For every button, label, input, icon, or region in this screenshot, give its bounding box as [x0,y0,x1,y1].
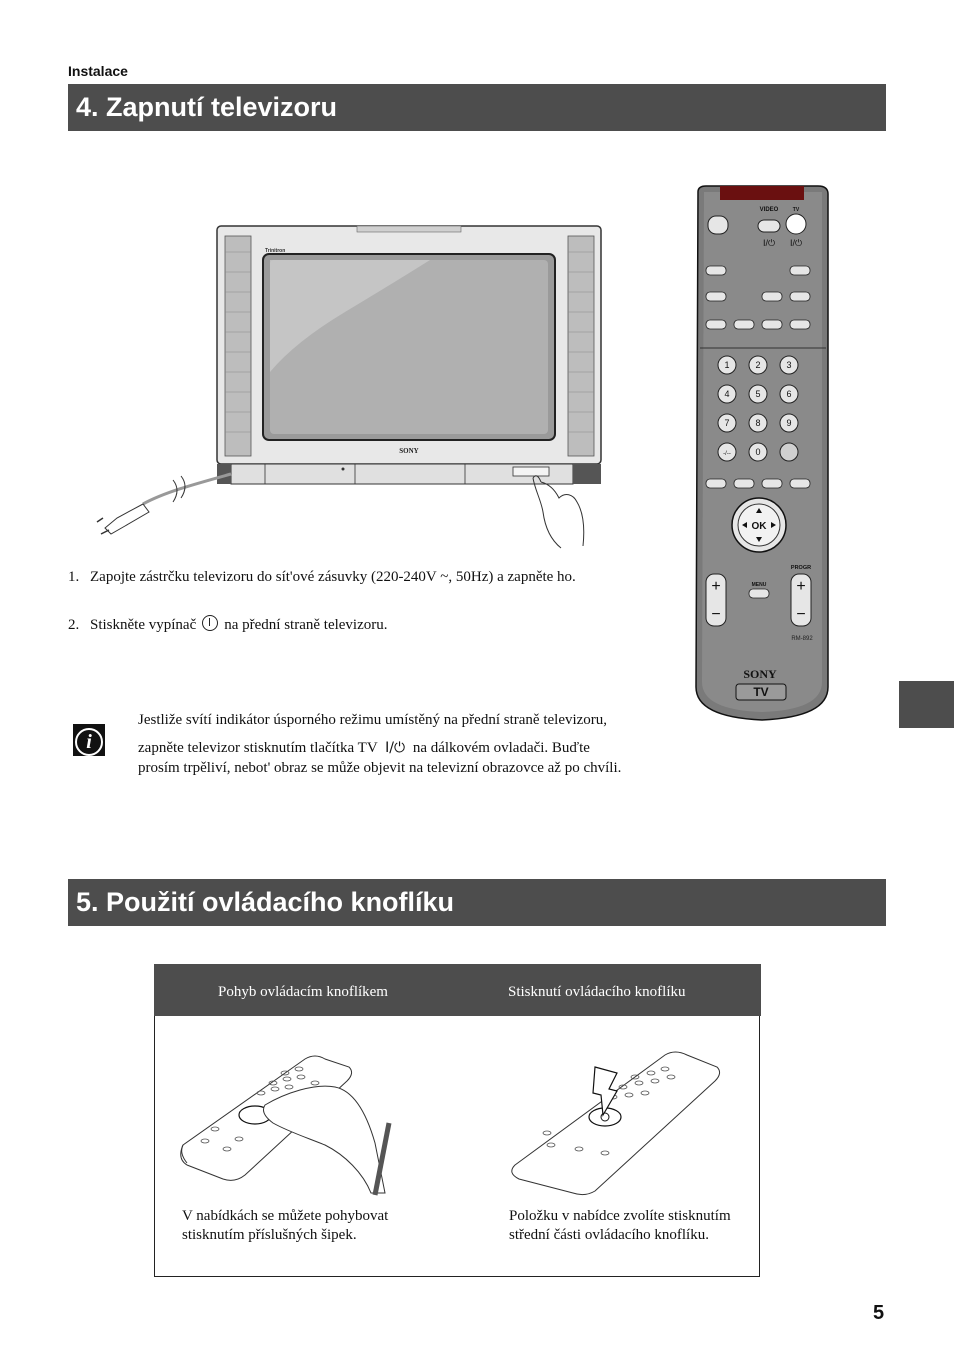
step-2-text-before: Stiskněte vypínač [90,617,197,633]
remote-tv-label: TV [792,207,800,213]
svg-text:SONY: SONY [399,447,419,455]
heading-control-knob: 5. Použití ovládacího knoflíku [68,879,886,926]
page-number: 5 [873,1302,885,1324]
remote-digit-3: 3 [786,360,792,370]
remote-model-label: RM-892 [791,636,813,642]
step-2-number: 2. [68,617,80,633]
tv-illustration [95,222,615,552]
remote-digit-2: 2 [755,360,761,370]
step-2 [68,615,388,634]
note-line-2 [138,740,590,757]
move-description-line-1: V nabídkách se můžete pohybovat [182,1208,389,1224]
step-1-number: 1. [68,569,80,585]
heading-turn-on-tv: 4. Zapnutí televizoru [68,84,886,131]
move-description [182,1207,388,1245]
step-2-text-after: na přední straně televizoru. [224,617,388,633]
info-icon: i [73,724,105,756]
remote-video-label: VIDEO [759,207,779,213]
remote-tv-power-label: I/⏻ [789,238,803,248]
note-line-1: Jestliže svítí indikátor úsporného režimu umístěný na přední straně televizoru, [138,712,608,728]
power-switch-icon [202,615,218,631]
step-1-text: Zapojte zástrčku televizoru do sít'ové zásuvky (220-240V ~, 50Hz) a zapněte ho. [90,569,576,585]
remote-digit-dash: -/-- [723,451,731,457]
remote-digit-8: 8 [755,418,761,428]
chapter-tab [899,681,954,728]
remote-video-power-label: I/⏻ [762,238,776,248]
press-description-line-1: Položku v nabídce zvolíte stisknutím [509,1208,731,1224]
note-line-2-before: zapněte televizor stisknutím tlačítka TV [138,740,378,756]
move-description-line-2: stisknutím příslušných šipek. [182,1227,357,1243]
remote-digit-9: 9 [786,418,792,428]
remote-control-illustration [690,182,835,727]
remote-ok-label: OK [751,521,767,532]
table-header-press: Stisknutí ovládacího knoflíku [508,984,686,1000]
step-1 [68,569,576,586]
svg-text:+: + [711,578,721,595]
tv-power-symbol: I/⏻ [385,740,406,756]
remote-brand-label: SONY [743,667,777,681]
section-label: Instalace [68,63,128,79]
remote-digit-1: 1 [724,360,730,370]
remote-tv-badge: TV [753,685,769,699]
remote-move-illustration [175,1045,400,1200]
note-line-3: prosím trpěliví, nebot' obraz se může objevit na televizní obrazovce až po chvíli. [138,760,622,776]
remote-menu-label: MENU [751,582,767,588]
table-header-move: Pohyb ovládacím knoflíkem [218,984,388,1000]
note-line-2-after: na dálkovém ovladači. Buďte [412,740,590,756]
remote-digit-4: 4 [724,389,730,399]
svg-text:+: + [796,578,806,595]
press-description-line-2: střední části ovládacího knoflíku. [509,1227,709,1243]
svg-text:−: − [796,606,806,623]
remote-digit-5: 5 [755,389,761,399]
svg-text:−: − [711,606,721,623]
remote-press-illustration [505,1045,730,1200]
remote-digit-6: 6 [786,389,792,399]
remote-progr-label: PROGR [790,565,812,571]
remote-digit-0: 0 [755,447,761,457]
svg-text:Trinitron: Trinitron [265,248,286,254]
press-description [509,1207,731,1245]
remote-digit-7: 7 [724,418,730,428]
